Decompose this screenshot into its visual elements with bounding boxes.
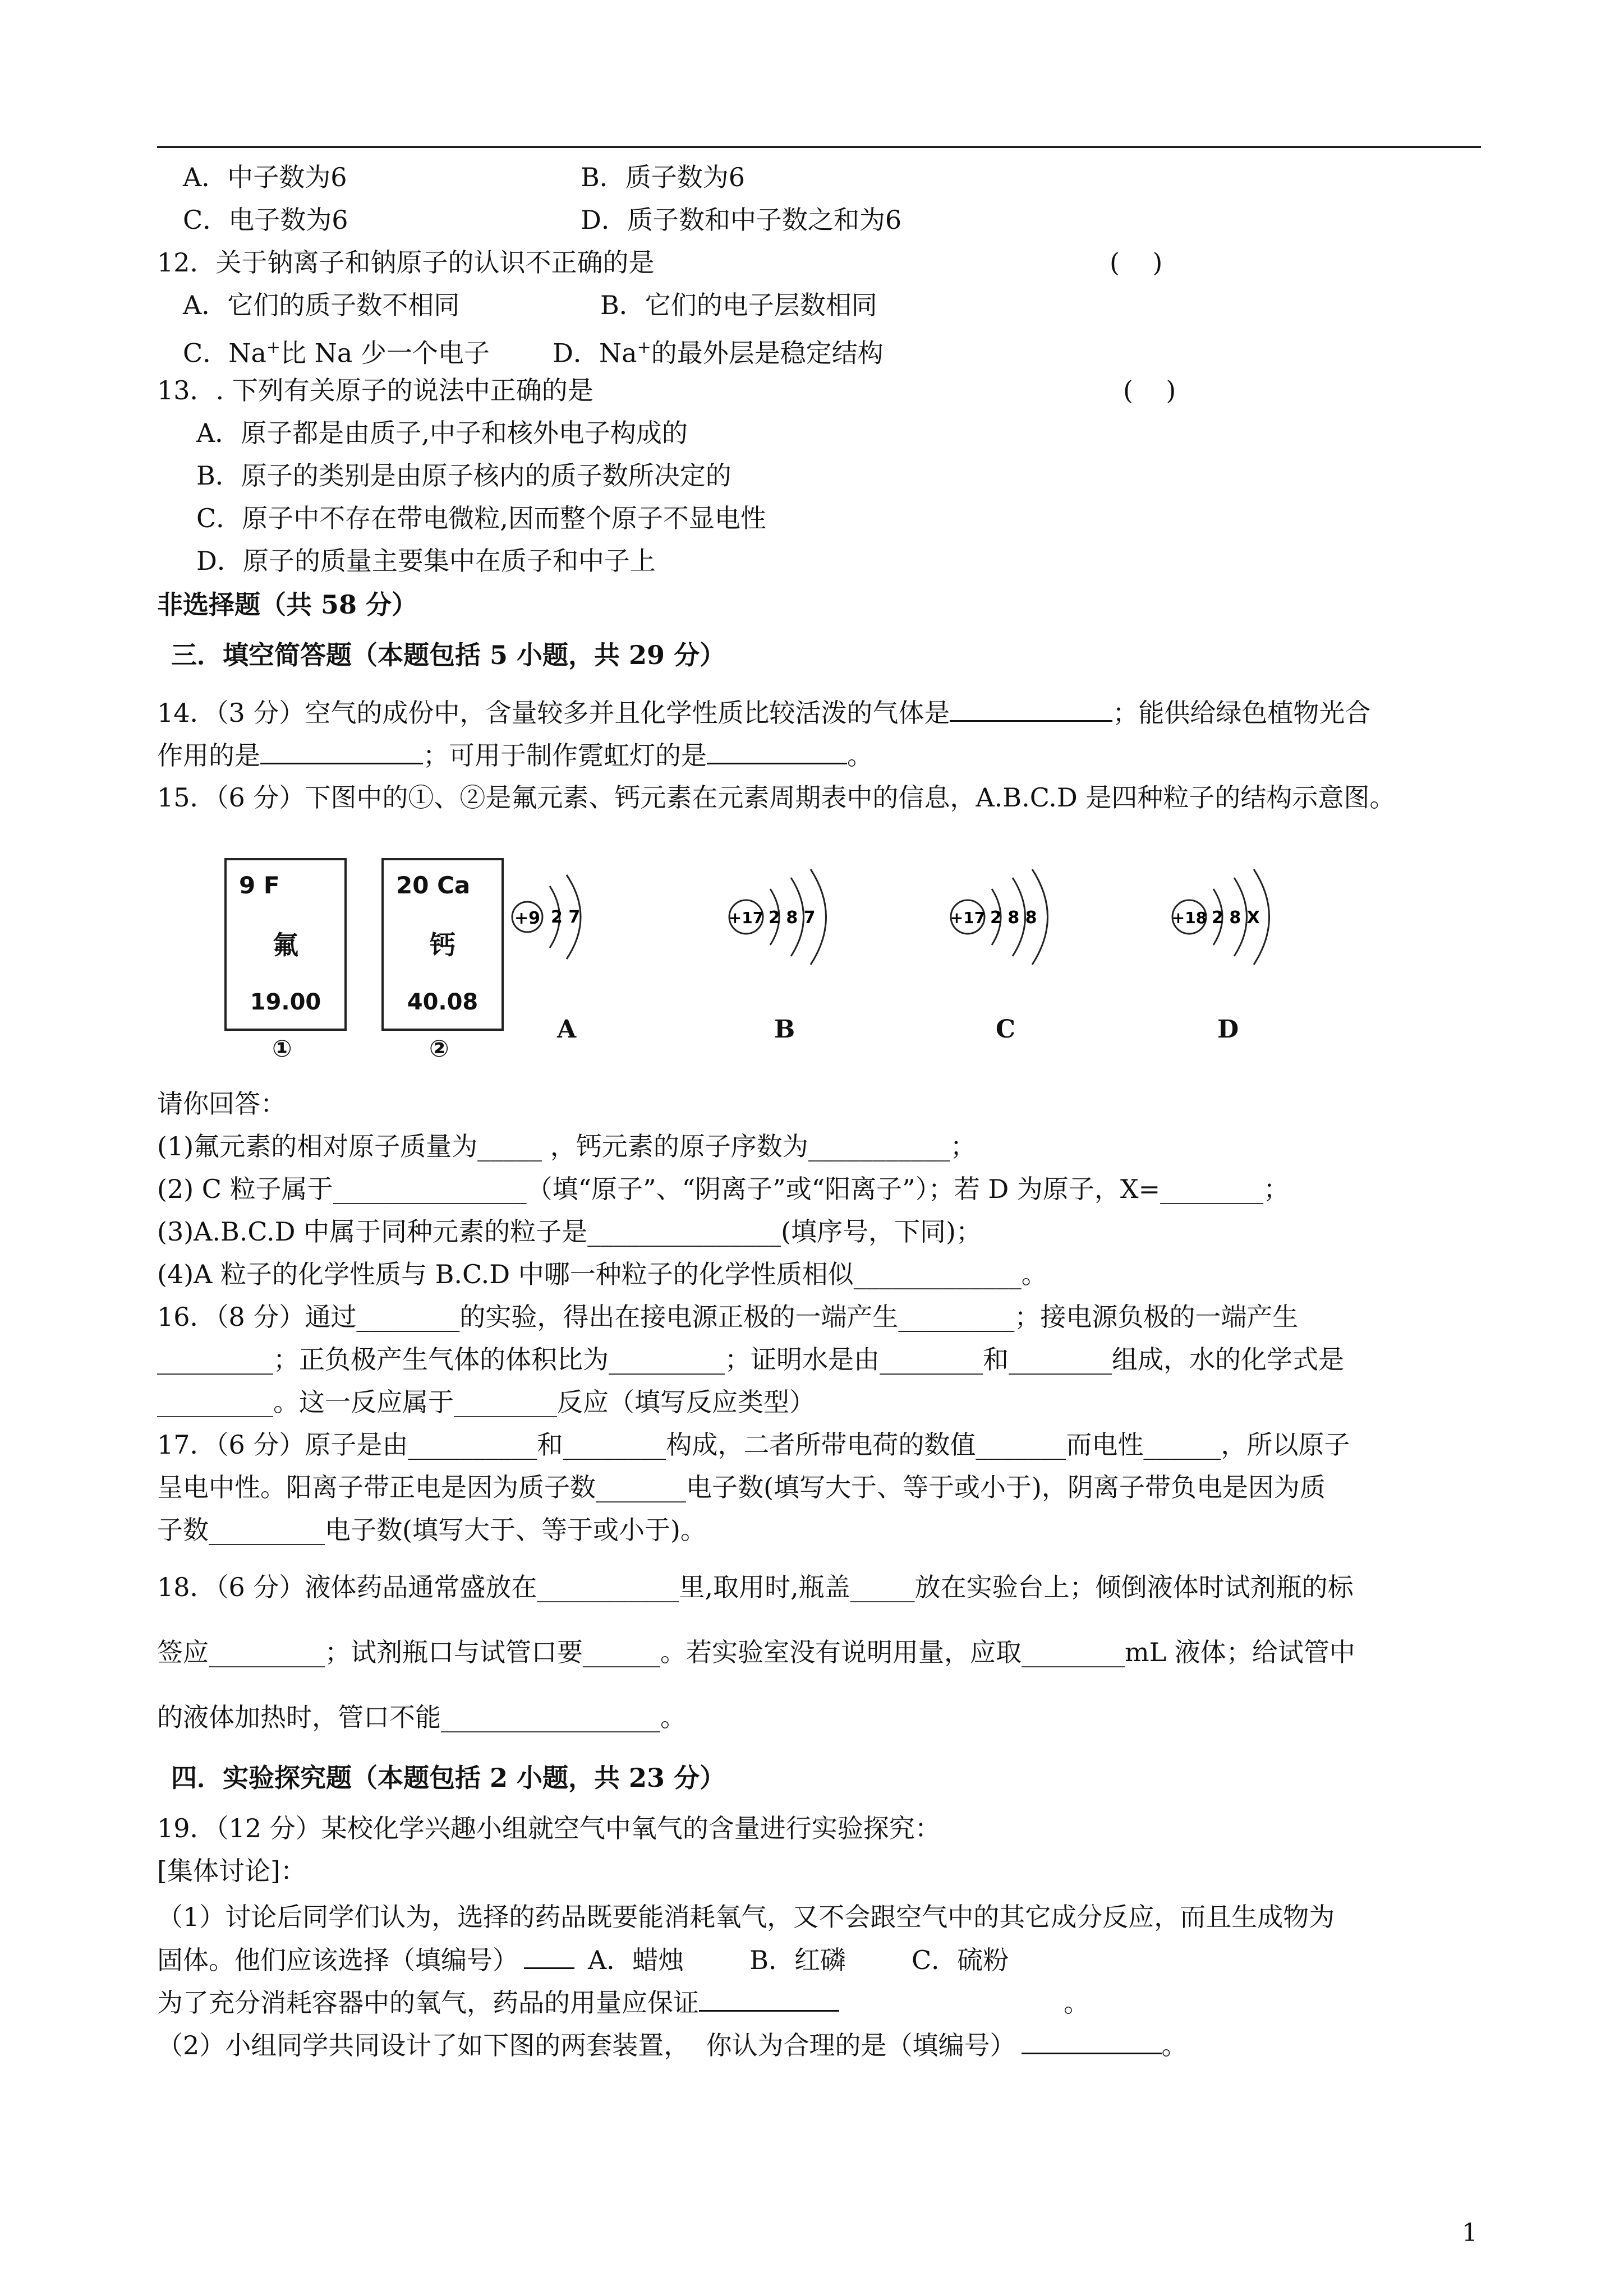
q16-line1: 16．（8 分）通过________的实验，得出在接电源正极的一端产生_________；接电源负极的一端产生 bbox=[157, 1302, 1299, 1332]
svg-text:2 8 8: 2 8 8 bbox=[990, 908, 1037, 928]
q15-sub-4: (4)A 粒子的化学性质与 B.C.D 中哪一种粒子的化学性质相似_____________。 bbox=[157, 1259, 1047, 1289]
q19-stem: 19．（12 分）某校化学兴趣小组就空气中氧气的含量进行实验探究： bbox=[157, 1813, 941, 1843]
q15-stem: 15．（6 分）下图中的①、②是氟元素、钙元素在元素周期表中的信息，A.B.C.D 是四种粒子的结构示意图。 bbox=[157, 782, 1396, 813]
fluorine-tag: ① bbox=[272, 1035, 292, 1062]
q11-option-c: C．电子数为6 bbox=[183, 205, 348, 235]
q14-line1: 14．（3 分）空气的成份中，含量较多并且化学性质比较活泼的气体是 ；能供给绿色植物光合 bbox=[157, 695, 1370, 730]
q16-line3: _________。这一反应属于________反应（填写反应类型） bbox=[157, 1387, 815, 1417]
q16-line2: _________；正负极产生气体的体积比为_________；证明水是由________和________组成，水的化学式是 bbox=[157, 1344, 1344, 1375]
fluorine-number: 9 F bbox=[239, 872, 280, 899]
q15-figure bbox=[213, 847, 1313, 1066]
svg-text:+9: +9 bbox=[514, 909, 541, 928]
atom-d-diagram bbox=[1172, 869, 1269, 965]
q19-part1-line2: 固体。他们应该选择（填编号） A．蜡烛 B．红磷 C．硫粉 bbox=[157, 1943, 1009, 1977]
q13-option-a: A．原子都是由质子,中子和核外电子构成的 bbox=[196, 418, 688, 448]
q19-part1-line3: 为了充分消耗容器中的氧气，药品的用量应保证 。 bbox=[157, 1985, 1089, 2020]
atom-a-diagram bbox=[512, 875, 581, 959]
svg-text:+18: +18 bbox=[1171, 909, 1207, 927]
atom-a-label: A bbox=[557, 1015, 577, 1044]
q13-option-c: C．原子中不存在带电微粒,因而整个原子不显电性 bbox=[196, 503, 766, 533]
q12-option-a: A．它们的质子数不相同 bbox=[183, 290, 460, 320]
atom-b-label: B bbox=[774, 1015, 795, 1044]
q13-option-d: D．原子的质量主要集中在质子和中子上 bbox=[196, 546, 656, 576]
q15-sub-1: (1)氟元素的相对原子质量为_____ ，钙元素的原子序数为___________； bbox=[157, 1131, 976, 1161]
page-number: 1 bbox=[1462, 2219, 1478, 2247]
q15-sub-3: (3)A.B.C.D 中属于同种元素的粒子是_______________(填序号，下同)； bbox=[157, 1216, 982, 1247]
q12-option-d: D．Na+的最外层是稳定结构 bbox=[553, 338, 884, 368]
q14-blank-1[interactable] bbox=[950, 695, 1112, 722]
svg-text:2 7: 2 7 bbox=[551, 907, 581, 927]
q19-part1-line1: （1）讨论后同学们认为，选择的药品既要能消耗氧气，又不会跟空气中的其它成分反应，而且生成物为 bbox=[157, 1902, 1335, 1932]
q11-option-b: B．质子数为6 bbox=[581, 162, 746, 192]
q11-option-d: D．质子数和中子数之和为6 bbox=[581, 205, 902, 235]
q11-option-a: A．中子数为6 bbox=[183, 162, 347, 192]
q17-line2: 呈电中性。阳离子带正电是因为质子数_______电子数(填写大于、等于或小于)，阴离子带负电是因为质 bbox=[157, 1472, 1326, 1502]
q13-answer-paren: ( ) bbox=[1123, 375, 1176, 405]
section-three-heading: 三．填空简答题（本题包括 5 小题，共 29 分） bbox=[171, 640, 726, 670]
calcium-number: 20 Ca bbox=[396, 872, 471, 899]
calcium-tag: ② bbox=[429, 1035, 449, 1062]
q14-blank-3[interactable] bbox=[707, 738, 847, 764]
atom-c-diagram bbox=[950, 869, 1048, 965]
q19-blank-amount[interactable] bbox=[699, 1985, 839, 2012]
calcium-name: 钙 bbox=[430, 930, 456, 960]
q18-line1: 18．（6 分）液体药品通常盛放在___________里,取用时,瓶盖_____放在实验台上；倾倒液体时试剂瓶的标 bbox=[157, 1572, 1354, 1602]
svg-text:2 8 X: 2 8 X bbox=[1212, 908, 1260, 928]
q18-line3: 的液体加热时，管口不能_________________。 bbox=[157, 1702, 686, 1732]
fluorine-name: 氟 bbox=[273, 930, 298, 960]
q19-blank-device[interactable] bbox=[1022, 2028, 1162, 2054]
q17-line1: 17．（6 分）原子是由__________和________构成，二者所带电荷的数值_______而电性______，所以原子 bbox=[157, 1430, 1350, 1460]
svg-text:2 8 7: 2 8 7 bbox=[769, 908, 816, 928]
q17-line3: 子数_________电子数(填写大于、等于或小于)。 bbox=[157, 1515, 706, 1545]
q13-stem: 13．. 下列有关原子的说法中正确的是 bbox=[157, 375, 594, 405]
q12-option-c: C．Na+比 Na 少一个电子 bbox=[183, 338, 490, 368]
atom-c-label: C bbox=[996, 1015, 1016, 1044]
svg-text:+17: +17 bbox=[728, 909, 764, 927]
q19-blank-choice[interactable] bbox=[524, 1943, 574, 1969]
q18-line2: 签应_________；试剂瓶口与试管口要______。若实验室没有说明用量，应取________mL 液体；给试管中 bbox=[157, 1637, 1355, 1667]
fluorine-mass: 19.00 bbox=[250, 989, 321, 1015]
q12-stem: 12．关于钠离子和钠原子的认识不正确的是 bbox=[157, 247, 655, 278]
q14-blank-2[interactable] bbox=[260, 738, 423, 764]
atom-structure-diagrams bbox=[213, 847, 1313, 1032]
non-choice-heading: 非选择题（共 58 分） bbox=[157, 589, 418, 620]
q15-answer-intro: 请你回答： bbox=[157, 1089, 286, 1119]
q19-discussion-label: [集体讨论]： bbox=[157, 1856, 306, 1886]
q15-sub-2: (2) C 粒子属于_______________（填“原子”、“阴离子”或“阳离子”）；若 D 为原子，X=________； bbox=[157, 1174, 1290, 1204]
svg-text:+17: +17 bbox=[950, 909, 986, 927]
atom-d-label: D bbox=[1217, 1015, 1239, 1044]
atom-b-diagram bbox=[729, 869, 826, 965]
q19-part2-line: （2）小组同学共同设计了如下图的两套装置， 你认为合理的是（填编号） 。 bbox=[157, 2028, 1188, 2062]
section-four-heading: 四．实验探究题（本题包括 2 小题，共 23 分） bbox=[171, 1763, 726, 1793]
q14-line2: 作用的是 ；可用于制作霓虹灯的是 。 bbox=[157, 738, 873, 772]
q13-option-b: B．原子的类别是由原子核内的质子数所决定的 bbox=[196, 460, 732, 491]
q12-answer-paren: ( ) bbox=[1110, 247, 1163, 278]
header-rule bbox=[157, 146, 1481, 148]
calcium-mass: 40.08 bbox=[407, 989, 479, 1015]
q12-option-b: B．它们的电子层数相同 bbox=[600, 290, 877, 320]
